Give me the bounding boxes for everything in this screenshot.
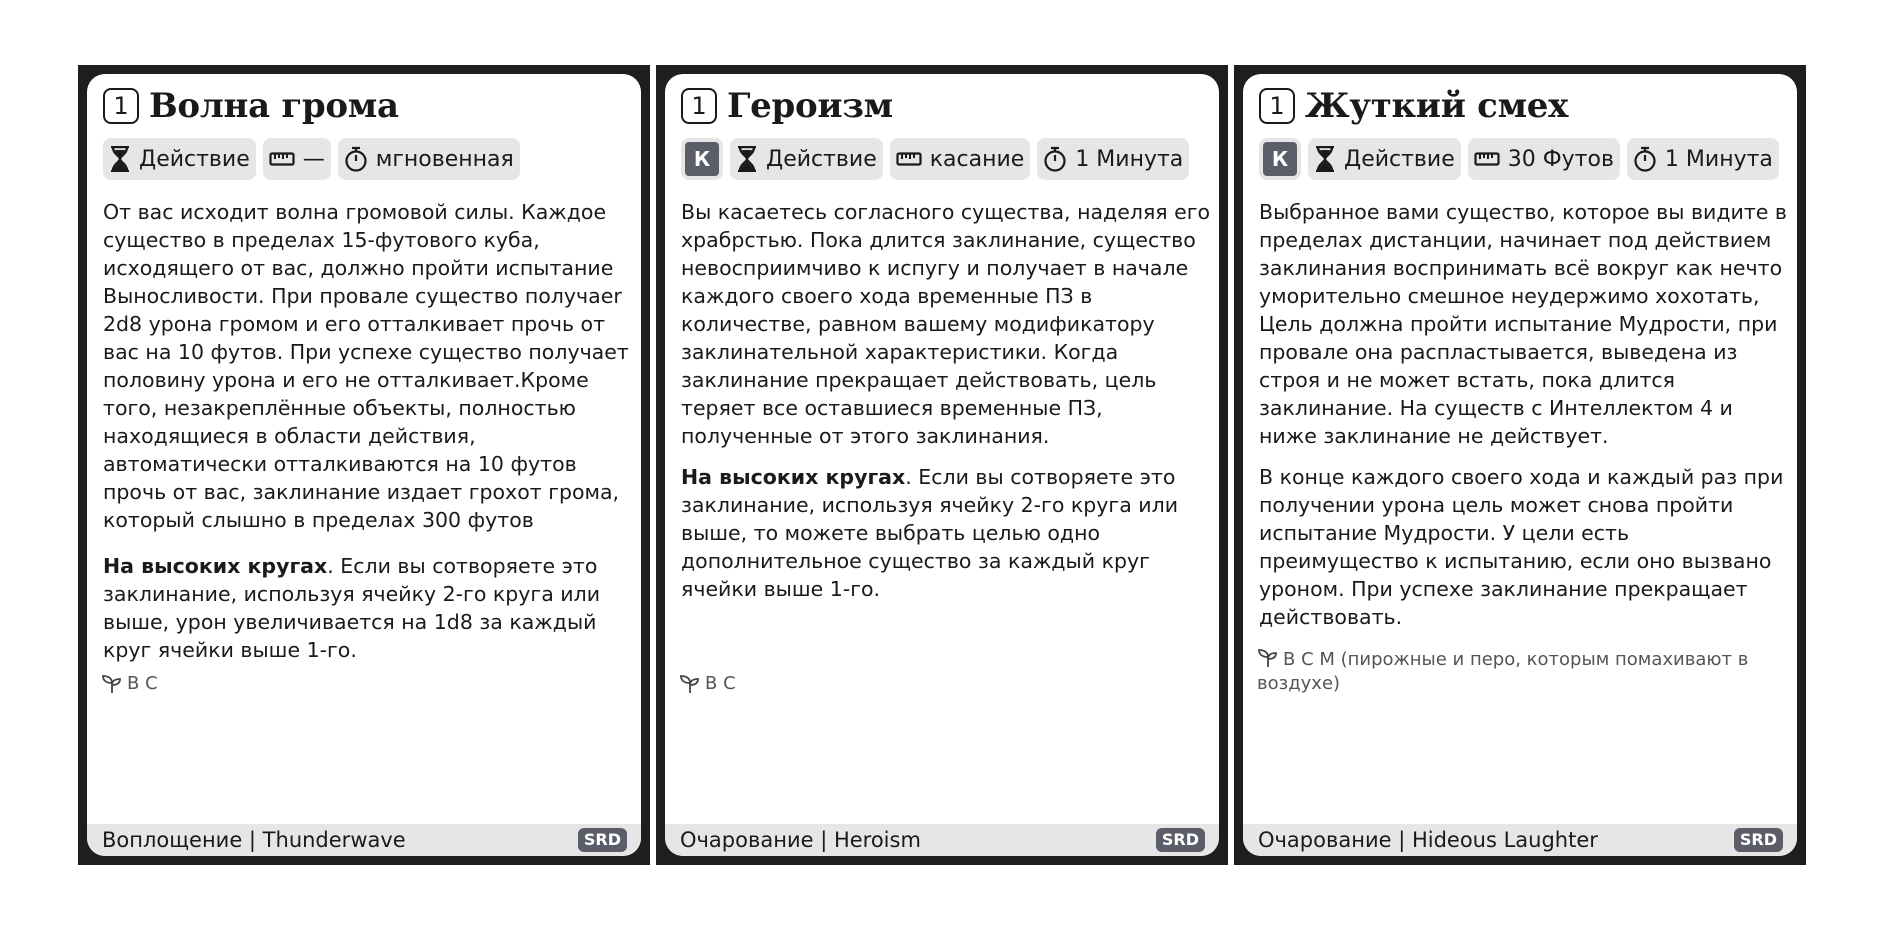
spell-title: Героизм xyxy=(727,86,893,126)
spell-components xyxy=(1257,646,1777,696)
description-paragraph: Вы касаетесь согласного существа, наделяя его храбрстью. Пока длится заклинание, существо невосприимчиво к испугу и получает в начале каждого своего хода временные ПЗ в количестве, равном вашему модификатору заклинательной характеристики. Когда заклинание прекращает действовать, цель теряет все оставшиеся временные ПЗ, полученные от этого заклинания. xyxy=(681,200,1211,448)
card-footer xyxy=(665,824,1219,856)
spell-card-heroism[interactable] xyxy=(656,65,1228,865)
components-value: В С М (пирожные и перо, которым помахивают в воздухе) xyxy=(1257,649,1749,694)
range-value: 30 Футов xyxy=(1507,146,1614,172)
spell-description xyxy=(1259,198,1789,644)
stopwatch-icon xyxy=(1043,146,1067,172)
ruler-icon xyxy=(269,151,295,167)
range-chip xyxy=(1468,138,1620,180)
description-paragraph: От вас исходит волна громовой силы. Каждое существо в пределах 15-футового куба, исходящего от вас, должно пройти испытание Выносливости. При провале существо получаer 2d8 урона громом и его отталкивает прочь от вас на 10 футов. При успехе существо получает половину урона и его не отталкивает.Кроме того, незакреплённые объекты, полностью находящиеся в области действия, автоматически отталкиваются на 10 футов прочь от вас, заклинание издает грохот грома, который слышно в пределах 300 футов xyxy=(103,200,629,532)
range-chip xyxy=(263,138,331,180)
card-body xyxy=(87,74,641,856)
higher-levels-text: . Если вы сотворяете это заклинание, используя ячейку 2-го круга или выше, урон увеличивается на 1d8 за каждый круг ячейки выше 1-го. xyxy=(103,554,601,662)
srd-badge: SRD xyxy=(578,828,627,852)
components-value: В С xyxy=(705,673,736,694)
card-footer xyxy=(87,824,641,856)
school-and-name: Очарование | Hideous Laughter xyxy=(1258,828,1598,852)
spell-components xyxy=(679,672,1199,696)
spell-level-badge: 1 xyxy=(681,88,717,124)
spell-cards xyxy=(78,65,1806,865)
stopwatch-icon xyxy=(344,146,368,172)
casting-time-value: Действие xyxy=(139,146,250,172)
hourglass-icon xyxy=(1314,146,1336,172)
casting-time-chip xyxy=(103,138,256,180)
description-paragraph: Выбранное вами существо, которое вы видите в пределах дистанции, начинает под действием заклинания воспринимать всё вокруг как нечто уморительно смешное неудержимо хохотать, Цель должна пройти испытание Мудрости, при провале она распластывается, выведена из строя и не может встать, пока длится заклинание. На существ с Интеллектом 4 и ниже заклинание не действует. xyxy=(1259,200,1788,448)
duration-chip xyxy=(1037,138,1189,180)
description-paragraph-2: В конце каждого своего хода и каждый раз при получении урона цель может снова пройти испытание Мудрости. У цели есть преимущество к испытанию, если оно вызвано уроном. При успехе заклинание прекращает действовать. xyxy=(1259,465,1784,629)
spell-card-hideous-laughter[interactable] xyxy=(1234,65,1806,865)
spell-title: Волна грома xyxy=(149,86,399,126)
ruler-icon xyxy=(1474,151,1500,167)
spell-properties xyxy=(681,138,1189,180)
duration-value: 1 Минута xyxy=(1664,146,1773,172)
higher-levels-label: На высоких кругах xyxy=(103,554,328,578)
range-value: касание xyxy=(929,146,1025,172)
spell-components xyxy=(101,672,621,696)
higher-levels-paragraph xyxy=(103,552,633,664)
school-and-name: Очарование | Heroism xyxy=(680,828,921,852)
spell-description xyxy=(681,198,1211,616)
casting-time-value: Действие xyxy=(766,146,877,172)
concentration-chip xyxy=(1259,138,1301,180)
casting-time-chip xyxy=(1308,138,1461,180)
higher-levels-label: На высоких кругах xyxy=(681,465,906,489)
higher-levels-paragraph xyxy=(681,463,1211,603)
ruler-icon xyxy=(896,151,922,167)
range-chip xyxy=(890,138,1031,180)
duration-chip xyxy=(1627,138,1779,180)
components-value-wrap xyxy=(1257,646,1777,696)
card-header xyxy=(103,86,399,126)
duration-chip xyxy=(338,138,520,180)
concentration-badge: К xyxy=(1263,142,1297,176)
card-footer xyxy=(1243,824,1797,856)
spell-properties xyxy=(103,138,520,180)
school-and-name: Воплощение | Thunderwave xyxy=(102,828,406,852)
duration-value: мгновенная xyxy=(375,146,514,172)
concentration-badge: К xyxy=(685,142,719,176)
spell-card-thunderwave[interactable] xyxy=(78,65,650,865)
card-body xyxy=(1243,74,1797,856)
concentration-chip xyxy=(681,138,723,180)
spell-level-badge: 1 xyxy=(1259,88,1295,124)
hourglass-icon xyxy=(736,146,758,172)
srd-badge: SRD xyxy=(1156,828,1205,852)
casting-time-value: Действие xyxy=(1344,146,1455,172)
card-body xyxy=(665,74,1219,856)
spell-level-badge: 1 xyxy=(103,88,139,124)
higher-levels-text: . Если вы сотворяете это заклинание, используя ячейку 2-го круга или выше, то можете выбрать целью одно дополнительное существо за каждый круг ячейки выше 1-го. xyxy=(681,465,1179,601)
components-value: В С xyxy=(127,673,158,694)
casting-time-chip xyxy=(730,138,883,180)
sprout-icon xyxy=(101,674,123,694)
card-header xyxy=(681,86,893,126)
srd-badge: SRD xyxy=(1734,828,1783,852)
hourglass-icon xyxy=(109,146,131,172)
stopwatch-icon xyxy=(1633,146,1657,172)
range-value: — xyxy=(302,146,325,172)
duration-value: 1 Минута xyxy=(1075,146,1184,172)
spell-title: Жуткий смех xyxy=(1305,86,1569,126)
card-header xyxy=(1259,86,1568,126)
spell-description xyxy=(103,198,633,677)
sprout-icon xyxy=(1257,648,1279,668)
sprout-icon xyxy=(679,674,701,694)
spell-properties xyxy=(1259,138,1779,180)
